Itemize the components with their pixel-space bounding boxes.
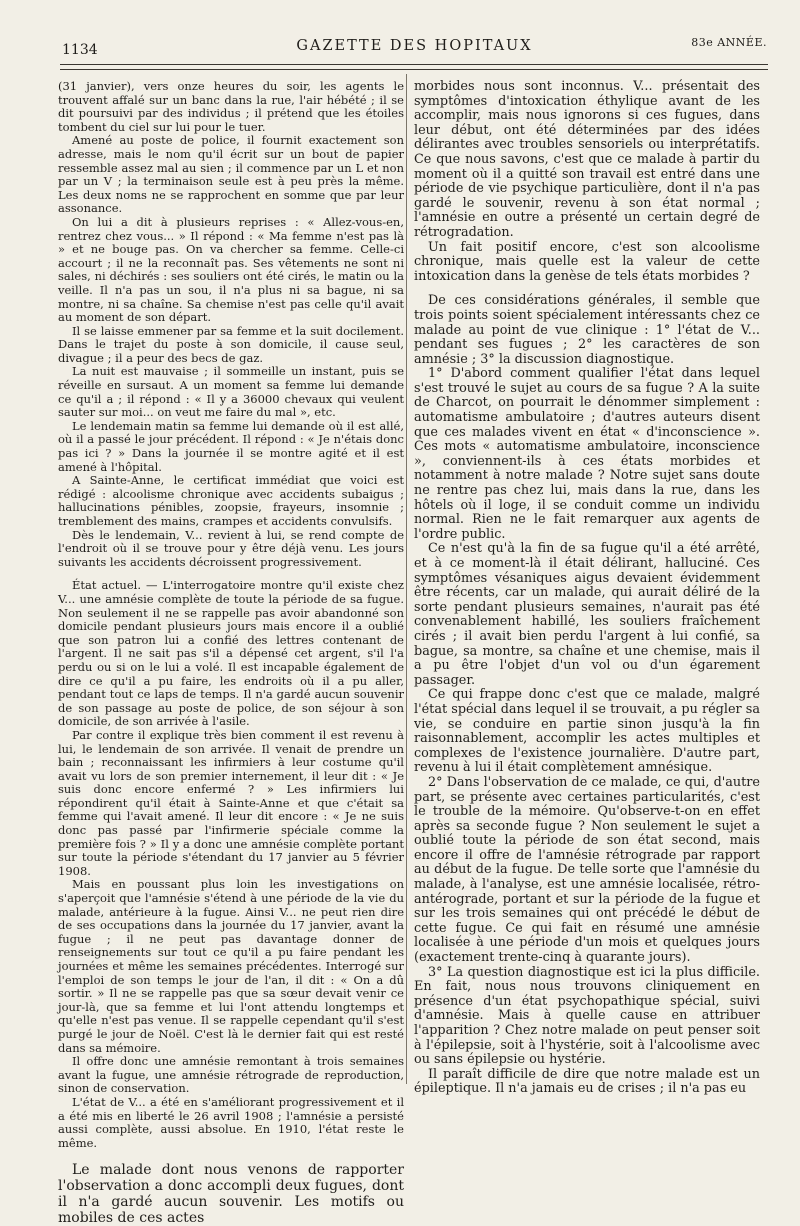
header-rule: [60, 64, 768, 65]
paragraph: Dès le lendemain, V... revient à lui, se rend compte de l'endroit où il se trouve pour y être déjà venu. Les jours suivants les accidents décroissent progressivement.: [58, 527, 404, 569]
volume-year: 83e ANNÉE.: [691, 36, 767, 49]
header-rule-thin: [60, 69, 768, 70]
paragraph: On lui a dit à plusieurs reprises : « Allez-vous-en, rentrez chez vous... » Il répond : « Ma femme n'est pas là » et ne bouge pas. On va chercher sa femme. Celle-ci accourt ; il ne la reconnaît pas. Ses vêtements ne sont ni sales, ni déchirés : ses souliers ont été cirés, le matin ou la veille. Il n'a pas un sou, il n'a plus ni sa bague, ni sa montre, ni sa chaîne. Sa chemise n'est pas celle qu'il avait au moment de son départ.: [58, 214, 404, 325]
paragraph: Il se laisse emmener par sa femme et la suit docilement. Dans le trajet du poste à son domicile, il cause seul, divague ; il a peur des becs de gaz.: [58, 323, 404, 365]
paragraph: Le lendemain matin sa femme lui demande où il est allé, où il a passé le jour précédent. Il répond : « Je n'étais donc pas ici ? » Dans la journée il se montre agité et il est amené à l'hôpital.: [58, 418, 404, 474]
left-column: [58, 80, 404, 1226]
paragraph: Amené au poste de police, il fournit exactement son adresse, mais le nom qu'il écrit sur un bout de papier ressemble assez mal au sien ; il commence par un L et non par un V ; la terminaison seule est à peu près la même. Les deux noms ne se rapprochent en somme que par leur assonance.: [58, 133, 404, 216]
paragraph: Ce n'est qu'à la fin de sa fugue qu'il a été arrêté, et à ce moment-là il était délirant, halluciné. Ces symptômes vésaniques aigus devaient évidemment être récents, car un malade, qui aurait déliré de la sorte pendant plusieurs semaines, n'aurait pas été convenablement habillé, les souliers fraîchement cirés ; il avait bien perdu l'argent à lui confié, sa bague, sa montre, sa chaîne et une chemise, mais il a pu être l'objet d'un vol ou d'un égarement passager.: [414, 541, 760, 688]
paragraph: De ces considérations générales, il semble que trois points soient spécialement intéressants chez ce malade au point de vue clinique : 1° l'état de V... pendant ses fugues ; 2° les caractères de son amnésie ; 3° la discussion diagnostique.: [414, 293, 760, 367]
paragraph: Par contre il explique très bien comment il est revenu à lui, le lendemain de son arrivée. Il venait de prendre un bain ; reconnaissant les infirmiers à leur costume qu'il avait vu lors de son premier internement, il leur dit : « Je suis donc encore enfermé ? » Les infirmiers lui répondirent qu'il était à Sainte-Anne et que c'était sa femme qui l'avait amené. Il leur dit encore : « Je ne suis donc pas passé par l'infirmerie spéciale comme la première fois ? » Il y a donc une amnésie complète portant sur toute la période s'étendant du 17 janvier au 5 février 1908.: [58, 727, 404, 878]
page-header: [62, 34, 767, 60]
paragraph: 1° D'abord comment qualifier l'état dans lequel s'est trouvé le sujet au cours de sa fugue ? A la suite de Charcot, on pourrait le dénommer simplement : automatisme ambulatoire ; d'autres auteurs disent que ces malades vivent en état « d'inconscience ». Ces mots « automatisme ambulatoire, inconscience », conviennent-ils à ces états morbides et notamment à notre malade ? Notre sujet sans doute ne rentre pas chez lui, mais dans la rue, dans les hôtels où il loge, il se conduit comme un individu normal. Rien ne le fait remarquer aux agents de l'ordre public.: [414, 366, 760, 542]
paragraph: Le malade dont nous venons de rapporter l'observation a donc accompli deux fugues, dont il n'a gardé aucun souvenir. Les motifs ou mobiles de ces actes: [58, 1162, 404, 1226]
paragraph: Ce qui frappe donc c'est que ce malade, malgré l'état spécial dans lequel il se trouvait, a pu régler sa vie, se conduire en partie sinon jusqu'à la fin raisonnablement, accomplir les actes multiples et complexes de l'existence journalière. D'autre part, revenu à lui il était complètement amnésique.: [414, 687, 760, 776]
page-number: 1134: [62, 42, 98, 58]
paragraph: Il offre donc une amnésie remontant à trois semaines avant la fugue, une amnésie rétrograde de reproduction, sinon de conservation.: [58, 1054, 404, 1096]
paragraph: État actuel. — L'interrogatoire montre qu'il existe chez V... une amnésie complète de toute la période de sa fugue. Non seulement il ne se rappelle pas avoir abandonné son domicile pendant plusieurs jours mais encore il a oublié que son patron lui a confié des lettres contenant de l'argent. Il ne sait pas s'il a dépensé cet argent, s'il l'a perdu ou si on le lui a volé. Il est incapable également de dire ce qu'il a pu faire, les endroits où il a pu aller, pendant tout ce laps de temps. Il n'a gardé aucun souvenir de son passage au poste de police, de son séjour à son domicile, de son arrivée à l'asile.: [58, 578, 404, 729]
paragraph: morbides nous sont inconnus. V... présentait des symptômes d'intoxication éthylique avant de les accomplir, mais nous ignorons si ces fugues, dans leur début, ont été déterminées par des idées délirantes avec troubles sensoriels ou interprétatifs. Ce que nous savons, c'est que ce malade à partir du moment où il a quitté son travail est entré dans une période de vie psychique particulière, dont il n'a pas gardé le souvenir, revenu à son état normal ; l'amnésie en outre a présenté un certain degré de rétrogradation.: [414, 79, 760, 240]
journal-title: GAZETTE DES HOPITAUX: [296, 38, 533, 54]
paragraph: La nuit est mauvaise ; il sommeille un instant, puis se réveille en sursaut. A un moment sa femme lui demande ce qu'il a ; il répond : « Il y a 36000 chevaux qui veulent sauter sur moi... on veut me faire du mal », etc.: [58, 364, 404, 420]
paragraph: Un fait positif encore, c'est son alcoolisme chronique, mais quelle est la valeur de cette intoxication dans la genèse de tels états morbides ?: [414, 239, 760, 284]
paragraph: 3° La question diagnostique est ici la plus difficile. En fait, nous nous trouvons cliniquement en présence d'un état psychopathique spécial, suivi d'amnésie. Mais à quelle cause en attribuer l'apparition ? Chez notre malade on peut penser soit à l'épilepsie, soit à l'hystérie, soit à l'alcoolisme avec ou sans épilepsie ou hystérie.: [414, 964, 760, 1068]
paragraph: Il paraît difficile de dire que notre malade est un épileptique. Il n'a jamais eu de crises ; il n'a pas eu: [414, 1066, 760, 1097]
paragraph: L'état de V... a été en s'améliorant progressivement et il a été mis en liberté le 26 avril 1908 ; l'amnésie a persisté aussi complète, aussi absolue. En 1910, l'état reste le même.: [58, 1094, 404, 1150]
paragraph: 2° Dans l'observation de ce malade, ce qui, d'autre part, se présente avec certaines particularités, c'est le trouble de la mémoire. Qu'observe-t-on en effet après sa seconde fugue ? Non seulement le sujet a oublié toute la période de son état second, mais encore il offre de l'amnésie rétrograde par rapport au début de la fugue. De telle sorte que l'amnésie du malade, à l'analyse, est une amnésie localisée, rétro-antérograde, portant et sur la période de la fugue et sur les trois semaines qui ont précédé le début de cette fugue. Ce qui fait en résumé une amnésie localisée à une période d'un mois et quelques jours (exactement trente-cinq à quarante jours).: [414, 774, 760, 966]
paragraph: A Sainte-Anne, le certificat immédiat que voici est rédigé : alcoolisme chronique avec accidents subaigus ; hallucinations pénibles, zoopsie, frayeurs, insomnie ; tremblement des mains, crampes et accidents convulsifs.: [58, 473, 404, 528]
right-column: [414, 80, 760, 1097]
paragraph: (31 janvier), vers onze heures du soir, les agents le trouvent affalé sur un banc dans la rue, l'air hébété ; il se dit poursuivi par des individus ; il prétend que les étoiles tombent du ciel sur lui pour le tuer.: [58, 79, 404, 134]
paragraph: Mais en poussant plus loin les investigations on s'aperçoit que l'amnésie s'étend à une période de la vie du malade, antérieure à la fugue. Ainsi V... ne peut rien dire de ses occupations dans la journée du 17 janvier, avant la fugue ; il ne peut pas davantage donner de renseignements sur tout ce qu'il a pu faire pendant les journées et même les semaines précédentes. Interrogé sur l'emploi de son temps le jour de l'an, il dit : « On a dû sortir. » Il ne se rappelle pas que sa sœur devait venir ce jour-là, que sa femme et lui l'ont attendu longtemps et qu'elle n'est pas venue. Il se rappelle cependant qu'il s'est purgé le jour de Noël. C'est là le dernier fait qui est resté dans sa mémoire.: [58, 877, 404, 1055]
right-large-section: [414, 80, 760, 1097]
column-separator: [406, 74, 407, 1084]
